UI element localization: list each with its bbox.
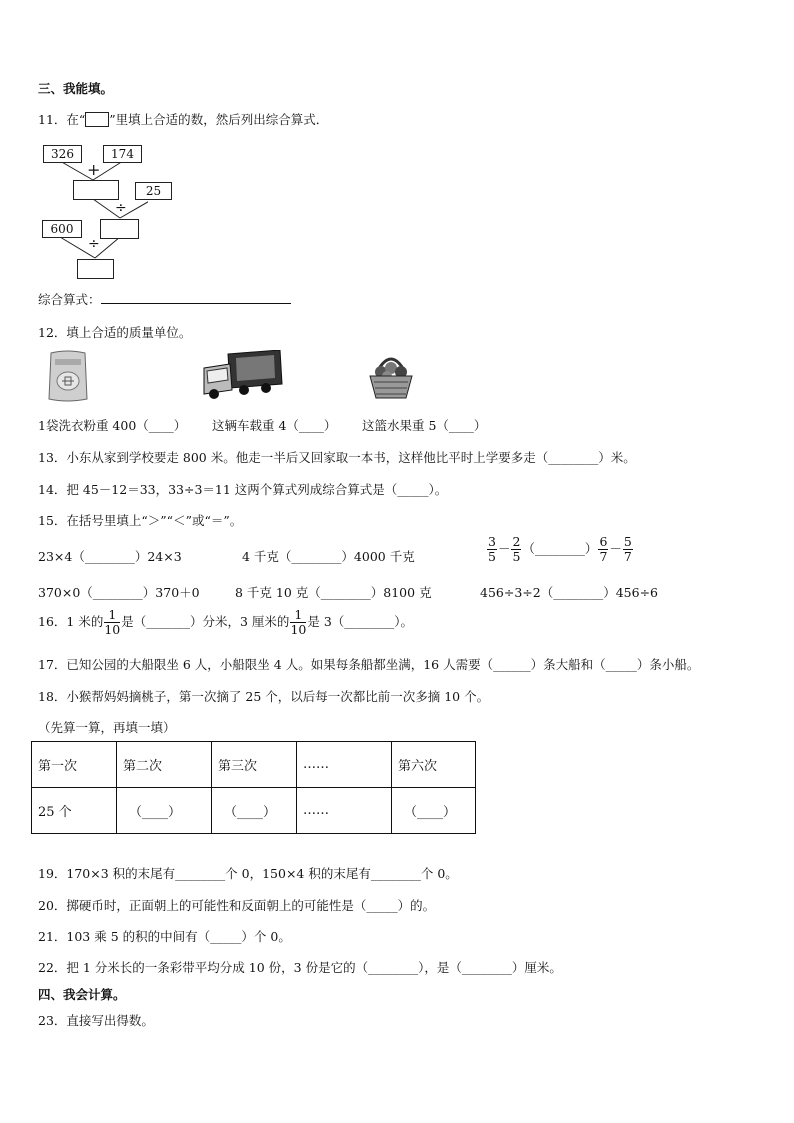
section-title: 四、我会计算。: [38, 987, 126, 1002]
table-header-cell: 第六次: [392, 742, 476, 788]
fraction: $\frac{2}{5}$: [512, 534, 521, 564]
table-row: [32, 788, 476, 834]
question-19: 19．170×3 积的末尾有________个 0，150×4 积的末尾有________个 0。: [38, 866, 458, 881]
q11-text-pre: 11．在“: [38, 112, 86, 127]
compare-5: 8 千克 10 克（________）8100 克: [235, 585, 432, 600]
question-12: 12．填上合适的质量单位。: [38, 325, 192, 340]
number-box-326: 326: [43, 145, 82, 163]
compare-2: 4 千克（________）4000 千克: [242, 549, 415, 564]
divide-sign: ÷: [88, 236, 100, 252]
number-box-174: 174: [103, 145, 142, 163]
compare-6: 456÷3÷2（________）456÷6: [480, 585, 658, 600]
question-13: 13．小东从家到学校要走 800 米。他走一半后又回家取一本书，这样他比平时上学要多走（________）米。: [38, 450, 636, 465]
formula-label: 综合算式：: [38, 292, 101, 307]
table-row: [32, 742, 476, 788]
table-header-cell: 第三次: [212, 742, 297, 788]
table-header-cell: ……: [297, 742, 392, 788]
question-14: 14．把 45－12＝33，33÷3＝11 这两个算式列成综合算式是（_____）。: [38, 482, 448, 497]
fraction: $\frac{1}{10}$: [104, 607, 121, 637]
empty-box[interactable]: [100, 219, 139, 239]
table-header-cell: 第二次: [117, 742, 212, 788]
truck-icon: [200, 350, 284, 400]
blank-box-icon: [85, 112, 109, 127]
question-15: 15．在括号里填上“＞”“＜”或“＝”。: [38, 513, 243, 528]
fraction: $\frac{6}{7}$: [599, 534, 608, 564]
number-box-25: 25: [135, 182, 172, 200]
table-header-cell: 第一次: [32, 742, 117, 788]
empty-box[interactable]: [77, 259, 114, 279]
question-23: 23．直接写出得数。: [38, 1013, 154, 1028]
table-cell-blank[interactable]: （____）: [117, 788, 212, 834]
plus-sign: +: [87, 160, 101, 179]
answer-line[interactable]: [101, 291, 291, 304]
question-11: [38, 110, 328, 128]
compare-1: 23×4（________）24×3: [38, 549, 182, 564]
table-cell-blank[interactable]: （____）: [212, 788, 297, 834]
question-16: 16．1 米的 $\frac{1}{10}$ 是（_______）分米，3 厘米的 $\frac{1}{10}$ 是 3（________）。: [38, 607, 414, 637]
question-18: 18．小猴帮妈妈摘桃子，第一次摘了 25 个，以后每一次都比前一次多摘 10 个。: [38, 689, 490, 704]
table-cell: 25 个: [32, 788, 117, 834]
question-21: 21．103 乘 5 的积的中间有（_____）个 0。: [38, 929, 291, 944]
fraction: $\frac{3}{5}$: [488, 534, 496, 564]
q11-text-post: ”里填上合适的数，然后列出综合算式．: [109, 112, 329, 127]
question-17: 17．已知公园的大船限坐 6 人，小船限坐 4 人。如果每条船都坐满，16 人需要（______）条大船和（_____）条小船。: [38, 657, 700, 672]
q12-item-truck: 这辆车载重 4（____）: [212, 418, 337, 433]
question-22: 22．把 1 分米长的一条彩带平均分成 10 份，3 份是它的（________），是（________）厘米。: [38, 960, 562, 975]
section-title: 三、我能填。: [38, 81, 114, 96]
q12-item-basket: 这篮水果重 5（____）: [362, 418, 487, 433]
table-cell: ……: [297, 788, 392, 834]
number-box-600: 600: [42, 220, 82, 238]
divide-sign: ÷: [115, 200, 127, 216]
formula-line: [38, 290, 291, 308]
q18-table: [31, 741, 476, 834]
q18-note: （先算一算，再填一填）: [38, 720, 176, 735]
empty-box[interactable]: [73, 180, 119, 200]
fraction: $\frac{5}{7}$: [623, 534, 632, 564]
q12-item-detergent: 1袋洗衣粉重 400（____）: [38, 418, 187, 433]
compare-4: 370×0（________）370＋0: [38, 585, 200, 600]
fraction: $\frac{1}{10}$: [290, 607, 307, 637]
table-cell-blank[interactable]: （____）: [392, 788, 476, 834]
fruit-basket-icon: [365, 346, 417, 404]
detergent-bag-icon: [45, 347, 90, 405]
compare-3: $\frac{3}{5}$ － $\frac{2}{5}$ （________） $\frac{6}{7}$ － $\frac{5}{7}$: [488, 534, 632, 564]
question-20: 20．掷硬币时，正面朝上的可能性和反面朝上的可能性是（_____）的。: [38, 898, 436, 913]
